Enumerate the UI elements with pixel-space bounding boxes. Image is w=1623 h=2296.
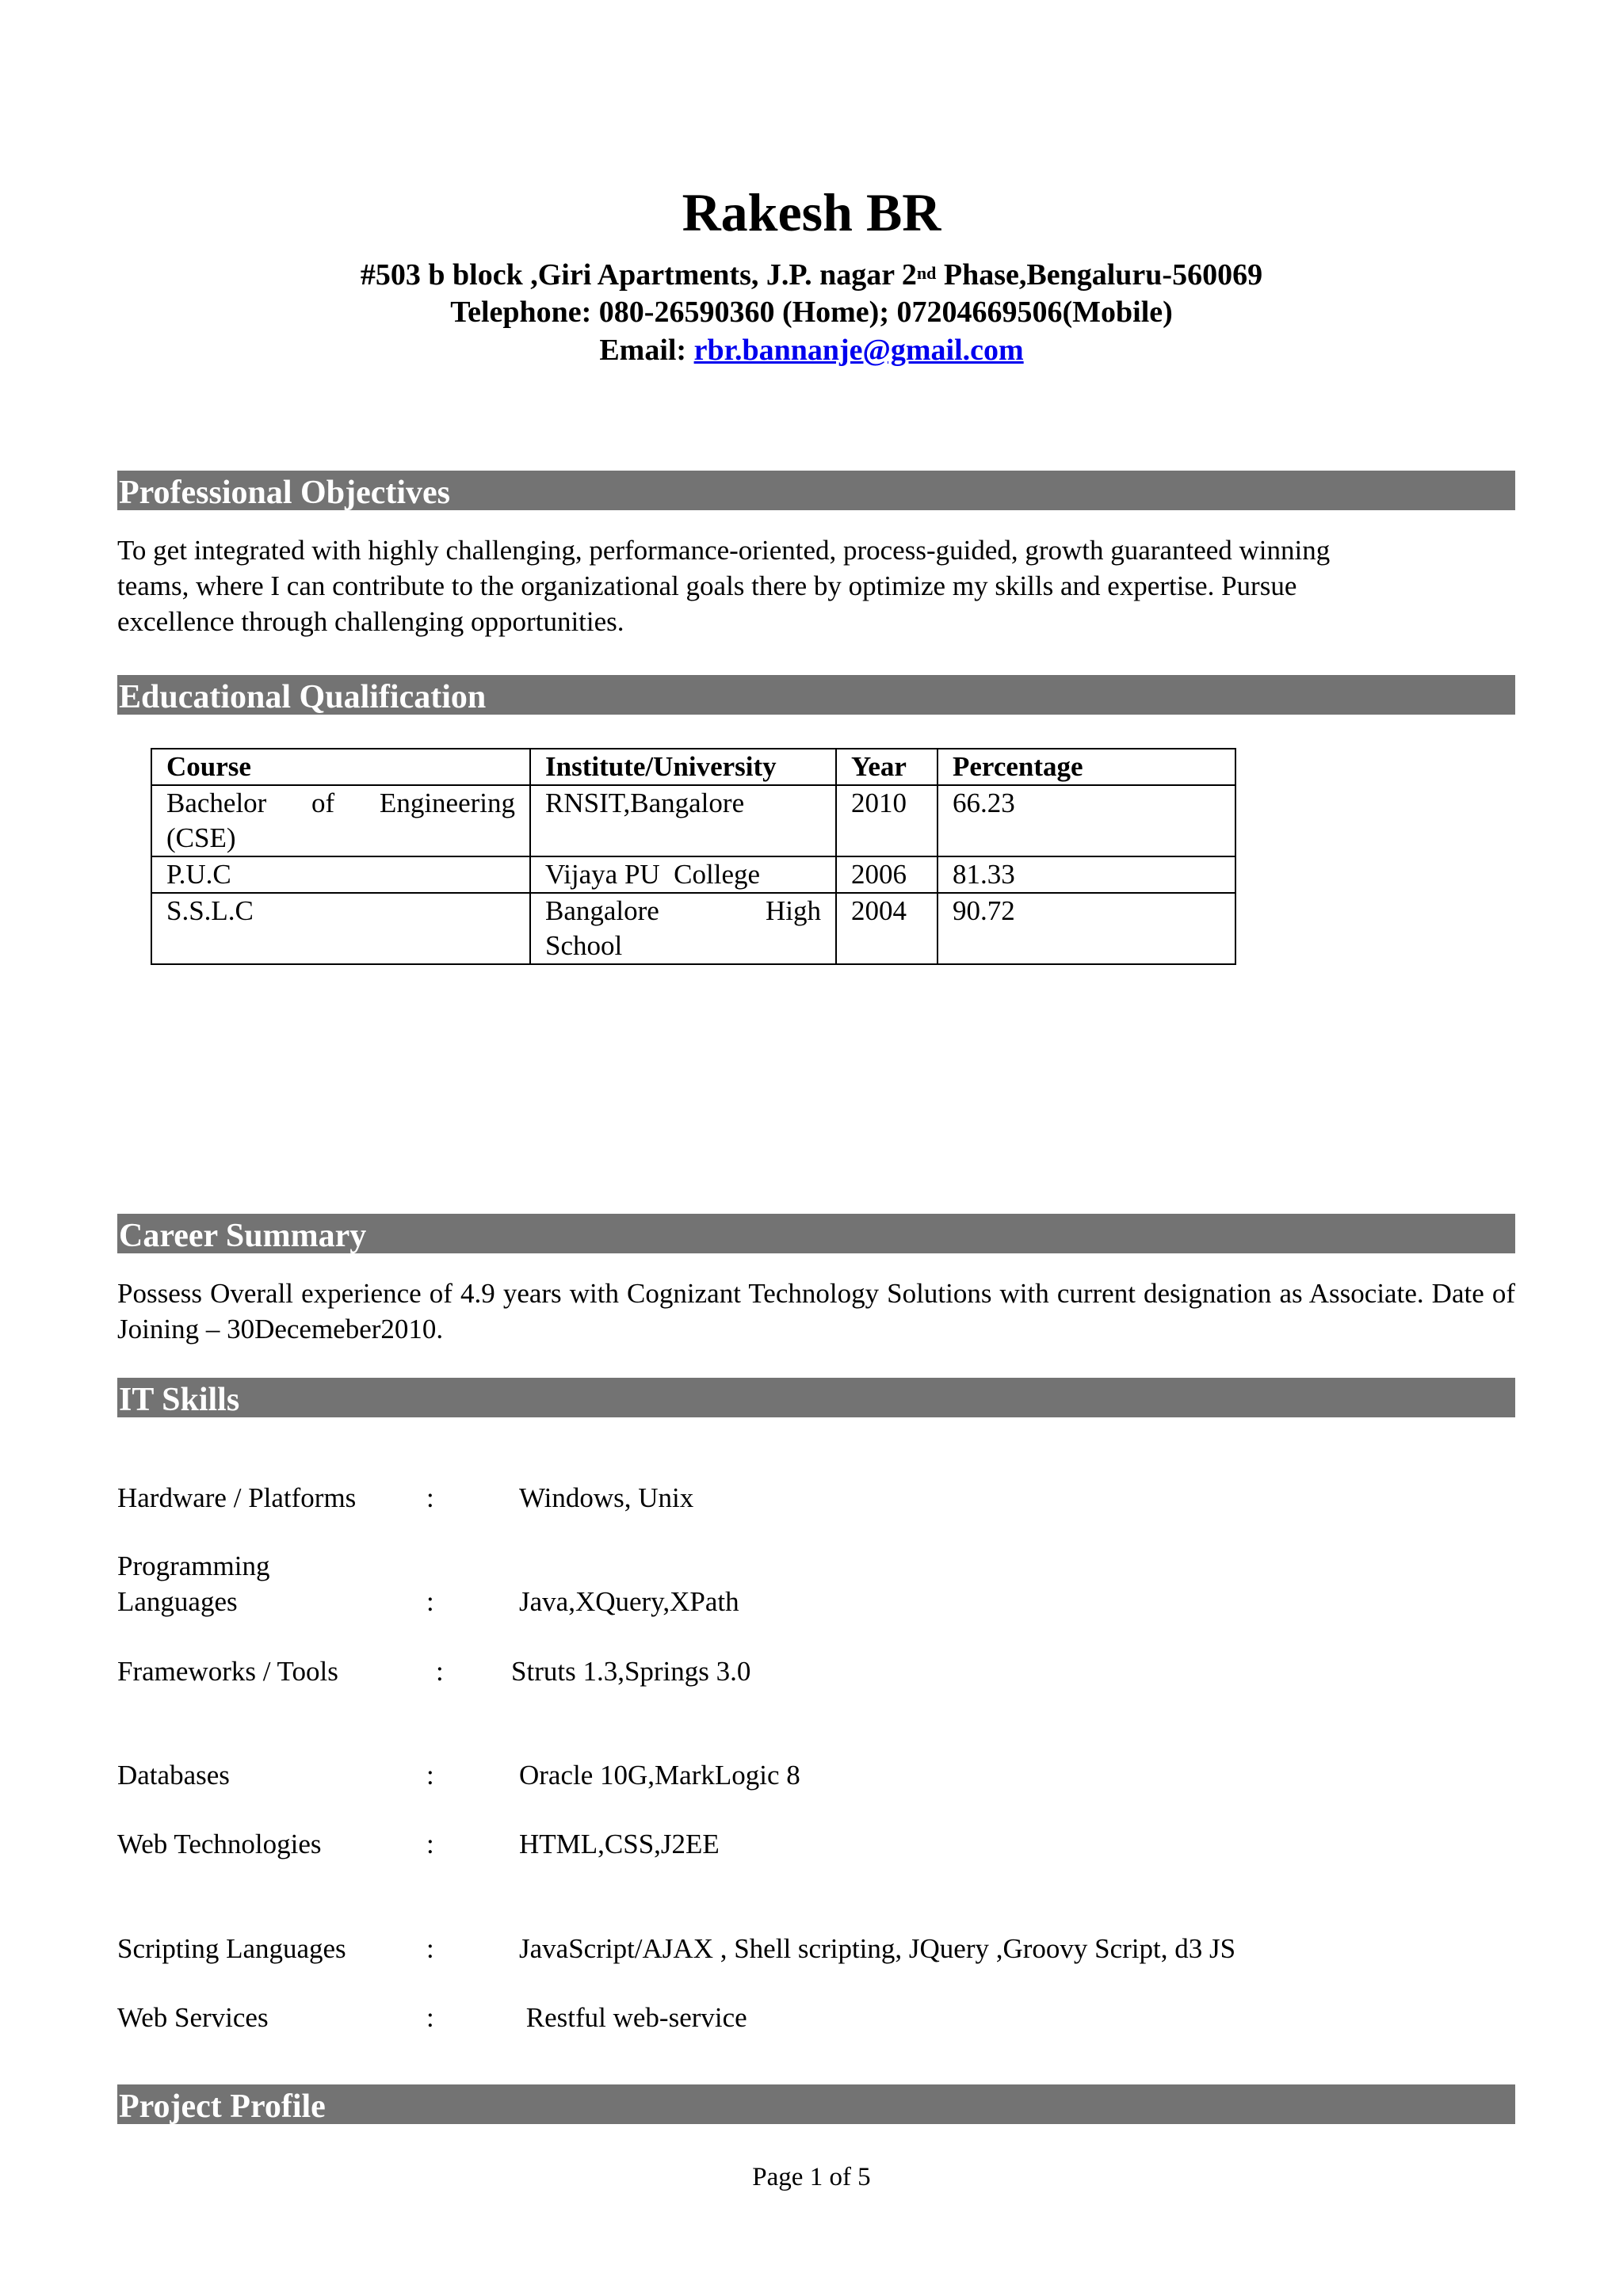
objectives-line: To get integrated with highly challenging, performance-oriented, process-guided, growth guaranteed winning [117, 535, 1331, 566]
career-summary-text: Possess Overall experience of 4.9 years with Cognizant Technology Solutions with current designation as Associate. Date of Joining – 30Decemeber2010. [117, 1278, 1515, 1344]
email-label: Email: [599, 334, 694, 367]
percentage-cell: 66.23 [938, 785, 1235, 856]
section-heading-education: Educational Qualification [117, 675, 1515, 715]
year-cell: 2004 [836, 893, 938, 964]
address-line [0, 256, 1623, 294]
section-heading-project-profile: Project Profile [117, 2084, 1515, 2124]
skill-label-line: Programming [117, 1550, 270, 1581]
column-header-institute: Institute/University [530, 749, 836, 785]
skill-colon: : [426, 1933, 434, 1964]
column-header-percentage: Percentage [938, 749, 1235, 785]
percentage-cell: 81.33 [938, 856, 1235, 893]
objectives-line: excellence through challenging opportunities. [117, 606, 624, 637]
skill-label: Web Services [117, 2002, 269, 2033]
skill-label: Hardware / Platforms [117, 1482, 357, 1513]
percentage-cell: 90.72 [938, 893, 1235, 964]
skill-colon: : [426, 2002, 434, 2033]
skill-colon: : [426, 1760, 434, 1791]
telephone-line: Telephone: 080-26590360 (Home); 07204669506(Mobile) [450, 296, 1173, 329]
skill-label: Databases [117, 1760, 230, 1791]
table-row [151, 785, 1235, 856]
skill-value: JavaScript/AJAX , Shell scripting, JQuery ,Groovy Script, d3 JS [519, 1933, 1236, 1964]
skill-label: Scripting Languages [117, 1933, 346, 1964]
column-header-year: Year [836, 749, 938, 785]
course-cell: P.U.C [151, 856, 530, 893]
skill-colon: : [426, 1586, 434, 1617]
table-header-row [151, 749, 1235, 785]
course-cell [151, 785, 530, 856]
address-part1: #503 b block ,Giri Apartments, J.P. nagar 2 [360, 258, 917, 292]
skill-colon: : [436, 1656, 444, 1687]
section-heading-it-skills: IT Skills [117, 1378, 1515, 1417]
course-line: Bachelor of Engineering [166, 788, 515, 818]
year-cell: 2006 [836, 856, 938, 893]
skill-value: Struts 1.3,Springs 3.0 [511, 1656, 751, 1687]
skill-value: Windows, Unix [519, 1482, 694, 1513]
institute-line: Bangalore High [545, 895, 821, 926]
skill-value: Oracle 10G,MarkLogic 8 [519, 1760, 800, 1791]
institute-cell [530, 893, 836, 964]
skill-value: HTML,CSS,J2EE [519, 1829, 720, 1859]
year-cell: 2010 [836, 785, 938, 856]
section-heading-career: Career Summary [117, 1214, 1515, 1253]
column-header-course: Course [151, 749, 530, 785]
skill-colon: : [426, 1829, 434, 1859]
skill-colon: : [426, 1482, 434, 1513]
table-row [151, 856, 1235, 893]
skill-label: Web Technologies [117, 1829, 322, 1859]
institute-cell: Vijaya PU College [530, 856, 836, 893]
education-table [151, 748, 1236, 965]
skill-label-line: Languages [117, 1586, 238, 1617]
skill-value: Java,XQuery,XPath [519, 1586, 739, 1617]
candidate-name: Rakesh BR [682, 182, 941, 242]
address-superscript: nd [916, 263, 937, 283]
table-row [151, 893, 1235, 964]
institute-cell: RNSIT,Bangalore [530, 785, 836, 856]
skill-label [117, 1548, 269, 1619]
section-heading-objectives: Professional Objectives [117, 471, 1515, 510]
skill-label: Frameworks / Tools [117, 1656, 338, 1687]
course-line: (CSE) [166, 822, 236, 853]
objectives-text [117, 532, 1515, 639]
course-cell: S.S.L.C [151, 893, 530, 964]
skill-value: Restful web-service [519, 2002, 747, 2033]
institute-line: School [545, 930, 623, 961]
page-number: Page 1 of 5 [752, 2163, 871, 2191]
email-link[interactable]: rbr.bannanje@gmail.com [693, 334, 1024, 367]
objectives-line: teams, where I can contribute to the organizational goals there by optimize my skills and expertise. Pursue [117, 570, 1297, 601]
email-line [0, 331, 1623, 369]
address-part2: Phase,Bengaluru-560069 [936, 258, 1263, 292]
